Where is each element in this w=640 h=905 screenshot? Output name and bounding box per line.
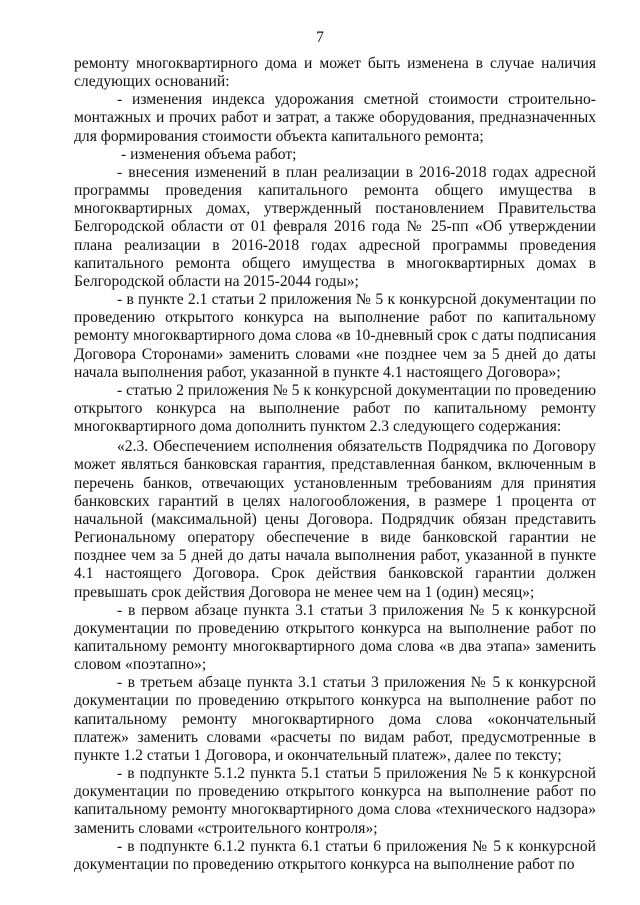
paragraph-item-index-change: - изменения индекса удорожания сметной стоимости строительно-монтажных и прочих работ и затрат, а также оборудования, предназначенных для формирования стоимости объекта капитального ремонта; <box>74 91 596 145</box>
paragraph-subclause-6-1-2: - в подпункте 6.1.2 пункта 6.1 статьи 6 приложения № 5 к конкурсной документации по проведению открытого конкурса на выполнение работ по <box>74 837 596 873</box>
paragraph-item-plan-change: - внесения изменений в план реализации в 2016-2018 годах адресной программы проведения капитального ремонта общего имущества в многоквартирных домах, утвержденный постановлением Правительства Белгородской области от 01 февраля 2016 года № 25-пп «Об утверждении плана реализации в 2016-2018 годах адресной программы проведения капитального ремонта общего имущества в многоквартирных домах в Белгородской области на 2015-2044 годы»; <box>74 163 596 290</box>
paragraph-clause-2-3-quote: «2.3. Обеспечением исполнения обязательств Подрядчика по Договору может являться банковская гарантия, представленная банком, включенным в перечень банков, отвечающих установленным требованиям для принятия банковских гарантий в целях налогообложения, в размере 1 процента от начальной (максимальной) цены Договора. Подрядчик обязан представить Региональному оператору обеспечение в виде банковской гарантии не позднее чем за 5 дней до даты начала выполнения работ, указанной в пункте 4.1 настоящего Договора. Срок действия банковской гарантии должен превышать срок действия Договора не менее чем на 1 (один) месяц»; <box>74 438 596 601</box>
paragraph-continuation: ремонту многоквартирного дома и может быть изменена в случае наличия следующих оснований: <box>74 55 596 91</box>
document-body <box>74 55 596 874</box>
paragraph-clause-3-1-first: - в первом абзаце пункта 3.1 статьи 3 приложения № 5 к конкурсной документации по проведению открытого конкурса на выполнение работ по капитальному ремонту многоквартирного дома слова «в два этапа» заменить словом «поэтапно»; <box>74 601 596 674</box>
paragraph-article-2-addition: - статью 2 приложения № 5 к конкурсной документации по проведению открытого конкурса на выполнение работ по капитальному ремонту многоквартирного дома дополнить пунктом 2.3 следующего содержания: <box>74 381 596 436</box>
paragraph-clause-3-1-third: - в третьем абзаце пункта 3.1 статьи 3 приложения № 5 к конкурсной документации по проведению открытого конкурса на выполнение работ по капитальному ремонту многоквартирного дома слова «окончательный платеж» заменить словами «расчеты по видам работ, предусмотренные в пункте 1.2 статьи 1 Договора, и окончательный платеж», далее по тексту; <box>74 674 596 764</box>
paragraph-item-volume-change: - изменения объема работ; <box>121 145 297 163</box>
page-number: 7 <box>316 29 324 46</box>
paragraph-subclause-5-1-2: - в подпункте 5.1.2 пункта 5.1 статьи 5 приложения № 5 к конкурсной документации по проведению открытого конкурса на выполнение работ по капитальному ремонту многоквартирного дома слова «технического надзора» заменить словами «строительного контроля»; <box>74 765 596 837</box>
paragraph-clause-2-1: - в пункте 2.1 статьи 2 приложения № 5 к конкурсной документации по проведению открытого конкурса на выполнение работ по капитальному ремонту многоквартирного дома слова «в 10-дневный срок с даты подписания Договора Сторонами» заменить словами «не позднее чем за 5 дней до даты начала выполнения работ, указанной в пункте 4.1 настоящего Договора»; <box>74 291 596 381</box>
